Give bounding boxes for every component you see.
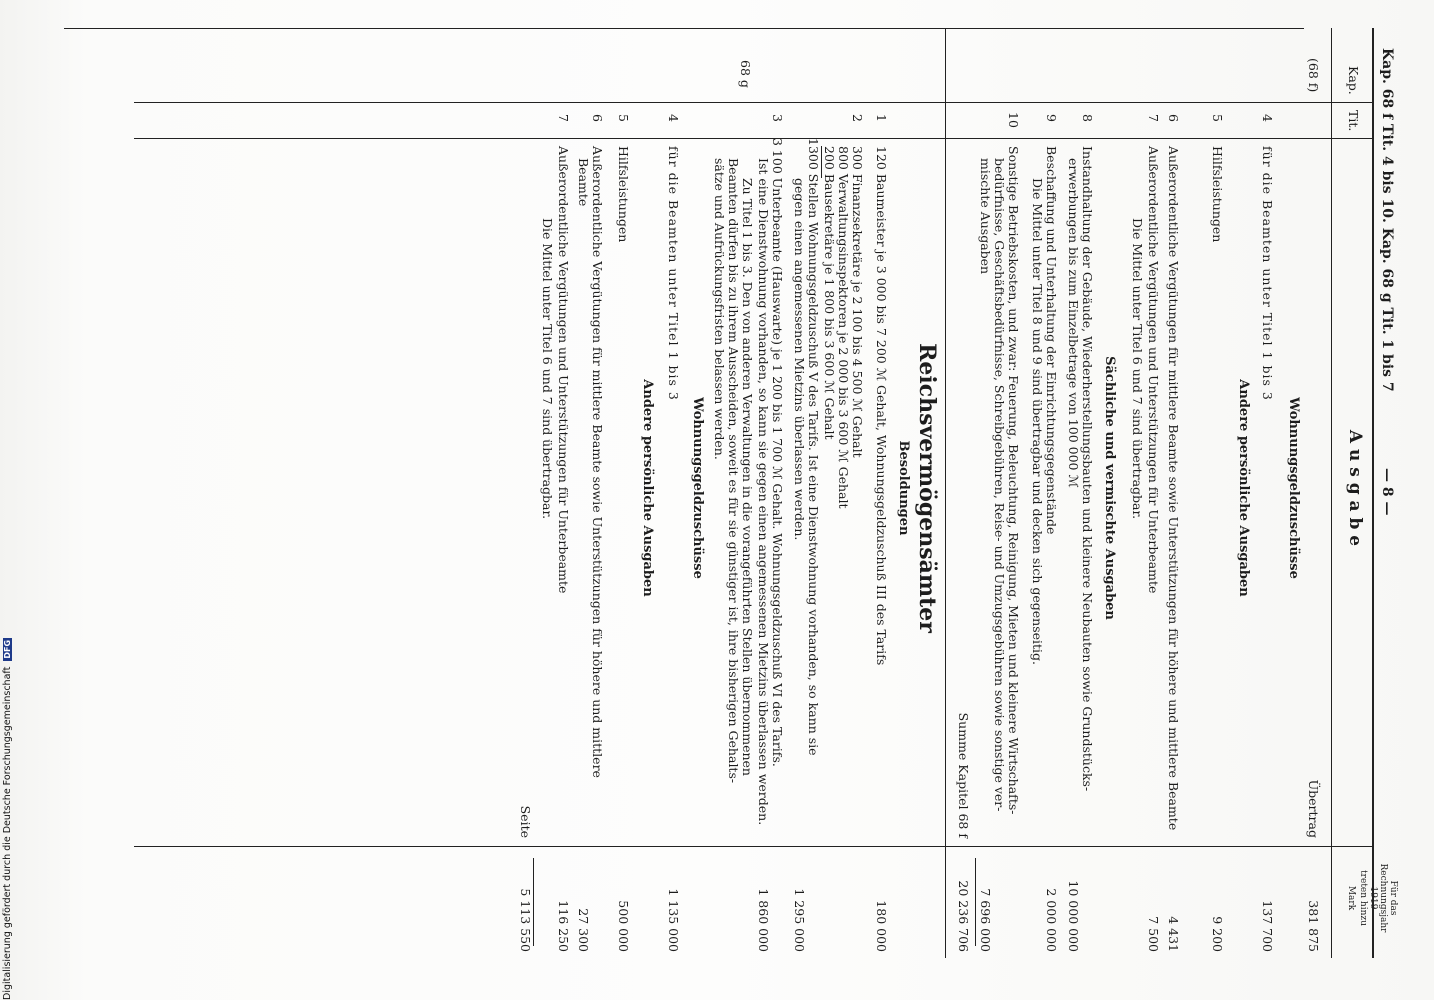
rule-kap (134, 102, 1374, 103)
heading-wohnungsgeld-2: Wohnungsgeldzuschüsse (690, 397, 705, 579)
rotated-document (60, 28, 1400, 958)
tit-4: 4 (1260, 114, 1275, 122)
tit-g6: 6 (590, 114, 605, 122)
rule-amount (134, 846, 1374, 847)
rule-tit (134, 138, 1374, 139)
row-g4-amount: 1 135 000 (666, 888, 681, 952)
rule-top (1372, 28, 1374, 958)
row-g1-text: 120 Baumeister je 3 000 bis 7 200 ℳ Gehalt, Wohnungsgeldzuschuß III des Tarifs (874, 146, 889, 666)
row-4-text: für die Beamten unter Titel 1 bis 3 (1260, 146, 1275, 401)
g2-sum-rule (821, 146, 822, 178)
row-5-text: Hilfsleistungen (1210, 146, 1225, 243)
heading-saechliche: Sächliche und vermischte Ausgaben (1102, 356, 1117, 620)
row-8-text-a: Instandhaltung der Gebäude, Wiederherstellungsbauten und kleinere Neubauten sowie Grundstücks- (1080, 146, 1095, 792)
tit-8: 8 (1080, 114, 1095, 122)
credit-text: Digitalisierung gefördert durch die Deutsche Forschungsgemeinschaft (2, 666, 13, 1000)
uebertrag-amount: 381 875 (1306, 900, 1321, 952)
kap-68g: 68 g (738, 60, 753, 88)
rule-left (64, 28, 1304, 29)
row-g1-amount: 180 000 (874, 900, 889, 952)
row-g2-c: 200 Bausekretäre je 1 800 bis 3 600 ℳ Gehalt (822, 146, 837, 440)
row-9-amount: 2 000 000 (1044, 888, 1059, 952)
row-g2-amount: 1 295 000 (792, 888, 807, 952)
row-10-text-b: bedürfnisse, Geschäftsbedürfnisse, Schreibgebühren, Reise- und Umzugsgebühren sowie sonstige ver- (992, 158, 1007, 812)
tit-6: 6 (1166, 114, 1181, 122)
tit-g3: 3 (770, 114, 785, 122)
col-amount-3: 1919 (1368, 886, 1378, 910)
summe-label: Summe Kapitel 68 f (956, 712, 971, 838)
col-amount-5: Mark (1346, 885, 1356, 911)
row-7-text: Außerordentliche Vergütungen und Unterstützungen für Unterbeamte (1146, 146, 1161, 594)
page-number: — 8 — (1379, 468, 1395, 516)
row-g2-e: gegen einen angemessenen Mietzins überlassen werden. (792, 178, 807, 541)
summe-amount: 20 236 706 (956, 880, 971, 952)
col-tit: Tit. (1346, 110, 1361, 132)
row-g3-c: Zu Titel 1 bis 3. Den von anderen Verwaltungen in die vorangeführten Stellen übernommenen (740, 178, 755, 776)
seite-label: Seite (518, 805, 533, 838)
heading-andere-1: Andere persönliche Ausgaben (1236, 379, 1251, 597)
rule-section (945, 28, 946, 958)
row-4-amount: 137 700 (1260, 900, 1275, 952)
seite-amount: 5 113 550 (518, 888, 533, 952)
row-8-amount: 10 000 000 (1066, 880, 1081, 952)
tit-g2: 2 (850, 114, 865, 122)
tit-7: 7 (1146, 114, 1161, 122)
row-7-amount: 7 500 (1146, 916, 1161, 952)
row-g2-b: 800 Verwaltungsinspektoren je 2 000 bis 3 600 ℳ Gehalt (836, 146, 851, 509)
col-kap: Kap. (1346, 66, 1361, 95)
sum-rule (975, 858, 976, 946)
tit-g1: 1 (874, 114, 889, 122)
heading-besoldungen: Besoldungen (896, 440, 911, 536)
row-5-amount: 9 200 (1210, 916, 1225, 952)
row-g7-amount: 116 250 (556, 900, 571, 952)
seite-rule (533, 858, 534, 946)
tit-g4: 4 (666, 114, 681, 122)
heading-reichsvermoegen: Reichsvermögensämter (914, 343, 940, 633)
row-g3-a: 3 100 Unterbeamte (Hauswarte) je 1 200 bis 1 700 ℳ Gehalt. Wohnungsgeldzuschuß VI des Tarifs. (770, 138, 785, 767)
row-10-text-a: Sonstige Betriebskosten, und zwar: Feuerung, Beleuchtung, Reinigung, Mieten und kleinere Wirtschafts- (1006, 146, 1021, 815)
row-6-text: Außerordentliche Vergütungen für mittlere Beamte sowie Unterstützungen für höhere und mittlere Beamte (1166, 146, 1181, 831)
tit-9: 9 (1044, 114, 1059, 122)
row-9-note: Die Mittel unter Titel 8 und 9 sind übertragbar und decken sich gegenseitig. (1030, 178, 1045, 666)
row-g3-d: Beamten dürfen bis zu ihrem Ausscheiden, soweit es für sie günstiger ist, ihre bisherigen Gehalts- (726, 158, 741, 784)
tit-10: 10 (1006, 112, 1021, 128)
col-amount-2: Rechnungsjahr (1378, 863, 1388, 933)
digitization-credit (2, 638, 13, 1000)
row-g7-text: Außerordentliche Vergütungen und Unterstützungen für Unterbeamte (556, 146, 571, 594)
tit-g5: 5 (616, 114, 631, 122)
row-g2-a: 300 Finanzsekretäre je 2 100 bis 4 500 ℳ Gehalt (850, 146, 865, 458)
row-9-text: Beschaffung und Unterhaltung der Einrichtungsgegenstände (1044, 146, 1059, 535)
dfg-logo: DFG (3, 639, 12, 659)
heading-andere-2: Andere persönliche Ausgaben (640, 379, 655, 597)
row-10-amount: 7 696 000 (978, 888, 993, 952)
row-7-note: Die Mittel unter Titel 6 und 7 sind übertragbar. (1130, 218, 1145, 520)
row-g6-amount: 27 300 (576, 908, 591, 952)
row-g3-amount: 1 860 000 (756, 888, 771, 952)
row-8-text-b: erwerbungen bis zum Einzelbetrage von 100 000 ℳ (1066, 158, 1081, 488)
uebertrag-label: Übertrag (1306, 779, 1321, 838)
heading-wohnungsgeld-1: Wohnungsgeldzuschüsse (1286, 397, 1301, 579)
page-header-left: Kap. 68 f Tit. 4 bis 10. Kap. 68 g Tit. 1 bis 7 (1379, 48, 1395, 392)
row-6-amount: 4 431 (1166, 916, 1181, 952)
row-g6-a: Außerordentliche Vergütungen für mittlere Beamte sowie Unterstützungen für höhere und mittlere (590, 146, 605, 778)
row-g3-e: sätze und Aufrückungsfristen belassen werden. (712, 158, 727, 460)
row-g2-d: 1300 Stellen Wohnungsgeldzuschuß V des Tarifs. Ist eine Dienstwohnung vorhanden, so kann sie (806, 138, 821, 756)
row-g5-text: Hilfsleistungen (616, 146, 631, 243)
row-g4-text: für die Beamten unter Titel 1 bis 3 (666, 146, 681, 401)
col-amount-4: treten hinzu (1358, 870, 1368, 926)
row-g5-amount: 500 000 (616, 900, 631, 952)
row-g3-b: Ist eine Dienstwohnung vorhanden, so kann sie gegen einen angemessenen Mietzins überlassen werden. (756, 158, 771, 826)
kap-68f: (68 f) (1306, 58, 1321, 93)
row-g7-note: Die Mittel unter Titel 6 und 7 sind übertragbar. (540, 218, 555, 520)
row-10-text-c: mischte Ausgaben (978, 158, 993, 275)
tit-5: 5 (1210, 114, 1225, 122)
tit-g7: 7 (556, 114, 571, 122)
rule-header (1331, 28, 1332, 958)
col-amount-1: Für das (1388, 880, 1398, 916)
col-title: A u s g a b e (1345, 429, 1365, 547)
row-g6-b: Beamte (576, 158, 591, 207)
